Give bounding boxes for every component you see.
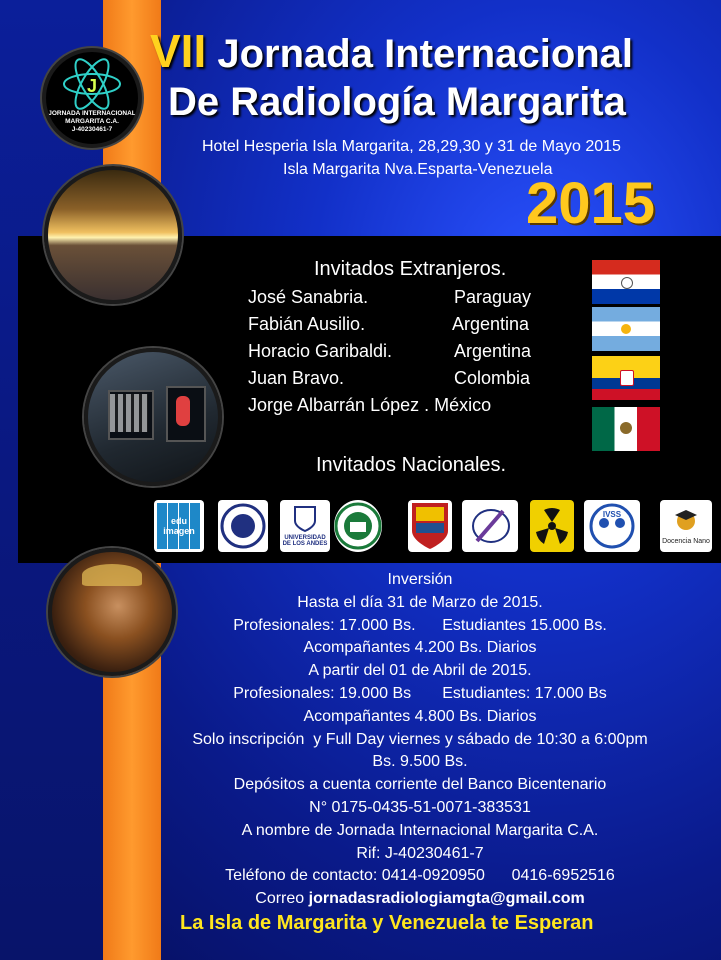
early-prices-line: Profesionales: 17.000 Bs. Estudiantes 15.000 Bs. — [233, 616, 607, 634]
ivss-logo — [584, 500, 640, 552]
edu-imagen-logo: edu imagen — [154, 500, 204, 552]
event-title-line2: De Radiología Margarita — [168, 80, 626, 124]
guest-country-3: Argentina — [454, 341, 532, 361]
university-shield-logo — [408, 500, 452, 552]
uam-logo — [334, 500, 382, 552]
colombia-flag-icon — [592, 356, 660, 400]
radiology-brand-logo — [462, 500, 518, 552]
svg-text:J: J — [86, 76, 98, 96]
event-title-line1 — [150, 24, 633, 78]
guest-name-3: Horacio Garibaldi. — [248, 341, 393, 361]
guest-name-4: Juan Bravo. — [248, 368, 345, 388]
venue-line2: Isla Margarita Nva.Esparta-Venezuela — [283, 161, 553, 178]
badge-line3: J-40230461-7 — [71, 126, 113, 133]
full-day-price-line: Bs. 9.500 Bs. — [372, 753, 468, 771]
national-guests-heading: Invitados Nacionales. — [316, 454, 507, 476]
account-number-line: N° 0175-0435-51-0071-383531 — [309, 798, 531, 816]
badge-line1: JORNADA INTERNACIONAL — [48, 110, 136, 117]
guest-name-1: José Sanabria. — [248, 287, 369, 307]
late-start-line: A partir del 01 de Abril de 2015. — [308, 662, 532, 680]
religious-image-photo — [48, 548, 176, 676]
investment-heading: Inversión — [387, 571, 453, 588]
event-year: 2015 — [526, 171, 656, 236]
sunset-photo — [44, 166, 182, 304]
radiology-workstation-photo — [84, 348, 222, 486]
organizer-logo-badge — [42, 48, 142, 148]
argentina-flag-icon — [592, 307, 660, 351]
foreign-guests-heading: Invitados Extranjeros. — [314, 258, 507, 280]
docencia-nano-logo: Docencia Nano — [660, 500, 712, 552]
footer-slogan: La Isla de Margarita y Venezuela te Esperan — [180, 912, 594, 934]
guest-name-5: Jorge Albarrán López . México — [248, 395, 492, 415]
bank-line: Depósitos a cuenta corriente del Banco Bicentenario — [233, 776, 607, 794]
late-prices-line: Profesionales: 19.000 Bs Estudiantes: 17.000 Bs — [233, 684, 607, 702]
guest-country-4: Colombia — [454, 368, 531, 388]
radiology-society-logo — [218, 500, 268, 552]
full-day-line: Solo inscripción y Full Day viernes y sábado de 10:30 a 6:00pm — [192, 730, 648, 748]
guest-name-2: Fabián Ausilio. — [248, 314, 366, 334]
rif-line: Rif: J-40230461-7 — [356, 844, 484, 862]
venue-line1: Hotel Hesperia Isla Margarita, 28,29,30 y 31 de Mayo 2015 — [202, 138, 621, 155]
email-address[interactable]: jornadasradiologiamgta@gmail.com — [308, 890, 585, 908]
investment-info — [160, 569, 680, 911]
ula-logo: UNIVERSIDAD DE LOS ANDES — [280, 500, 330, 552]
early-companion-line: Acompañantes 4.200 Bs. Diarios — [303, 639, 537, 657]
guest-country-1: Paraguay — [454, 287, 532, 307]
paraguay-flag-icon — [592, 260, 660, 304]
radiation-dept-logo — [530, 500, 574, 552]
guest-country-5: México — [434, 395, 492, 415]
edition-numeral: VII — [150, 25, 207, 77]
title-line1-text: Jornada Internacional — [217, 32, 634, 76]
email-label: Correo — [255, 890, 305, 908]
account-holder-line: A nombre de Jornada Internacional Margarita C.A. — [241, 821, 599, 839]
phone-line: Teléfono de contacto: 0414-0920950 0416-6952516 — [225, 867, 615, 885]
badge-line2: MARGARITA C.A. — [65, 118, 119, 125]
deadline-line: Hasta el día 31 de Marzo de 2015. — [297, 593, 543, 611]
svg-text:IVSS: IVSS — [602, 510, 622, 519]
guest-country-2: Argentina — [452, 314, 530, 334]
late-companion-line: Acompañantes 4.800 Bs. Diarios — [303, 707, 537, 725]
mexico-flag-icon — [592, 407, 660, 451]
email-line — [160, 888, 680, 911]
